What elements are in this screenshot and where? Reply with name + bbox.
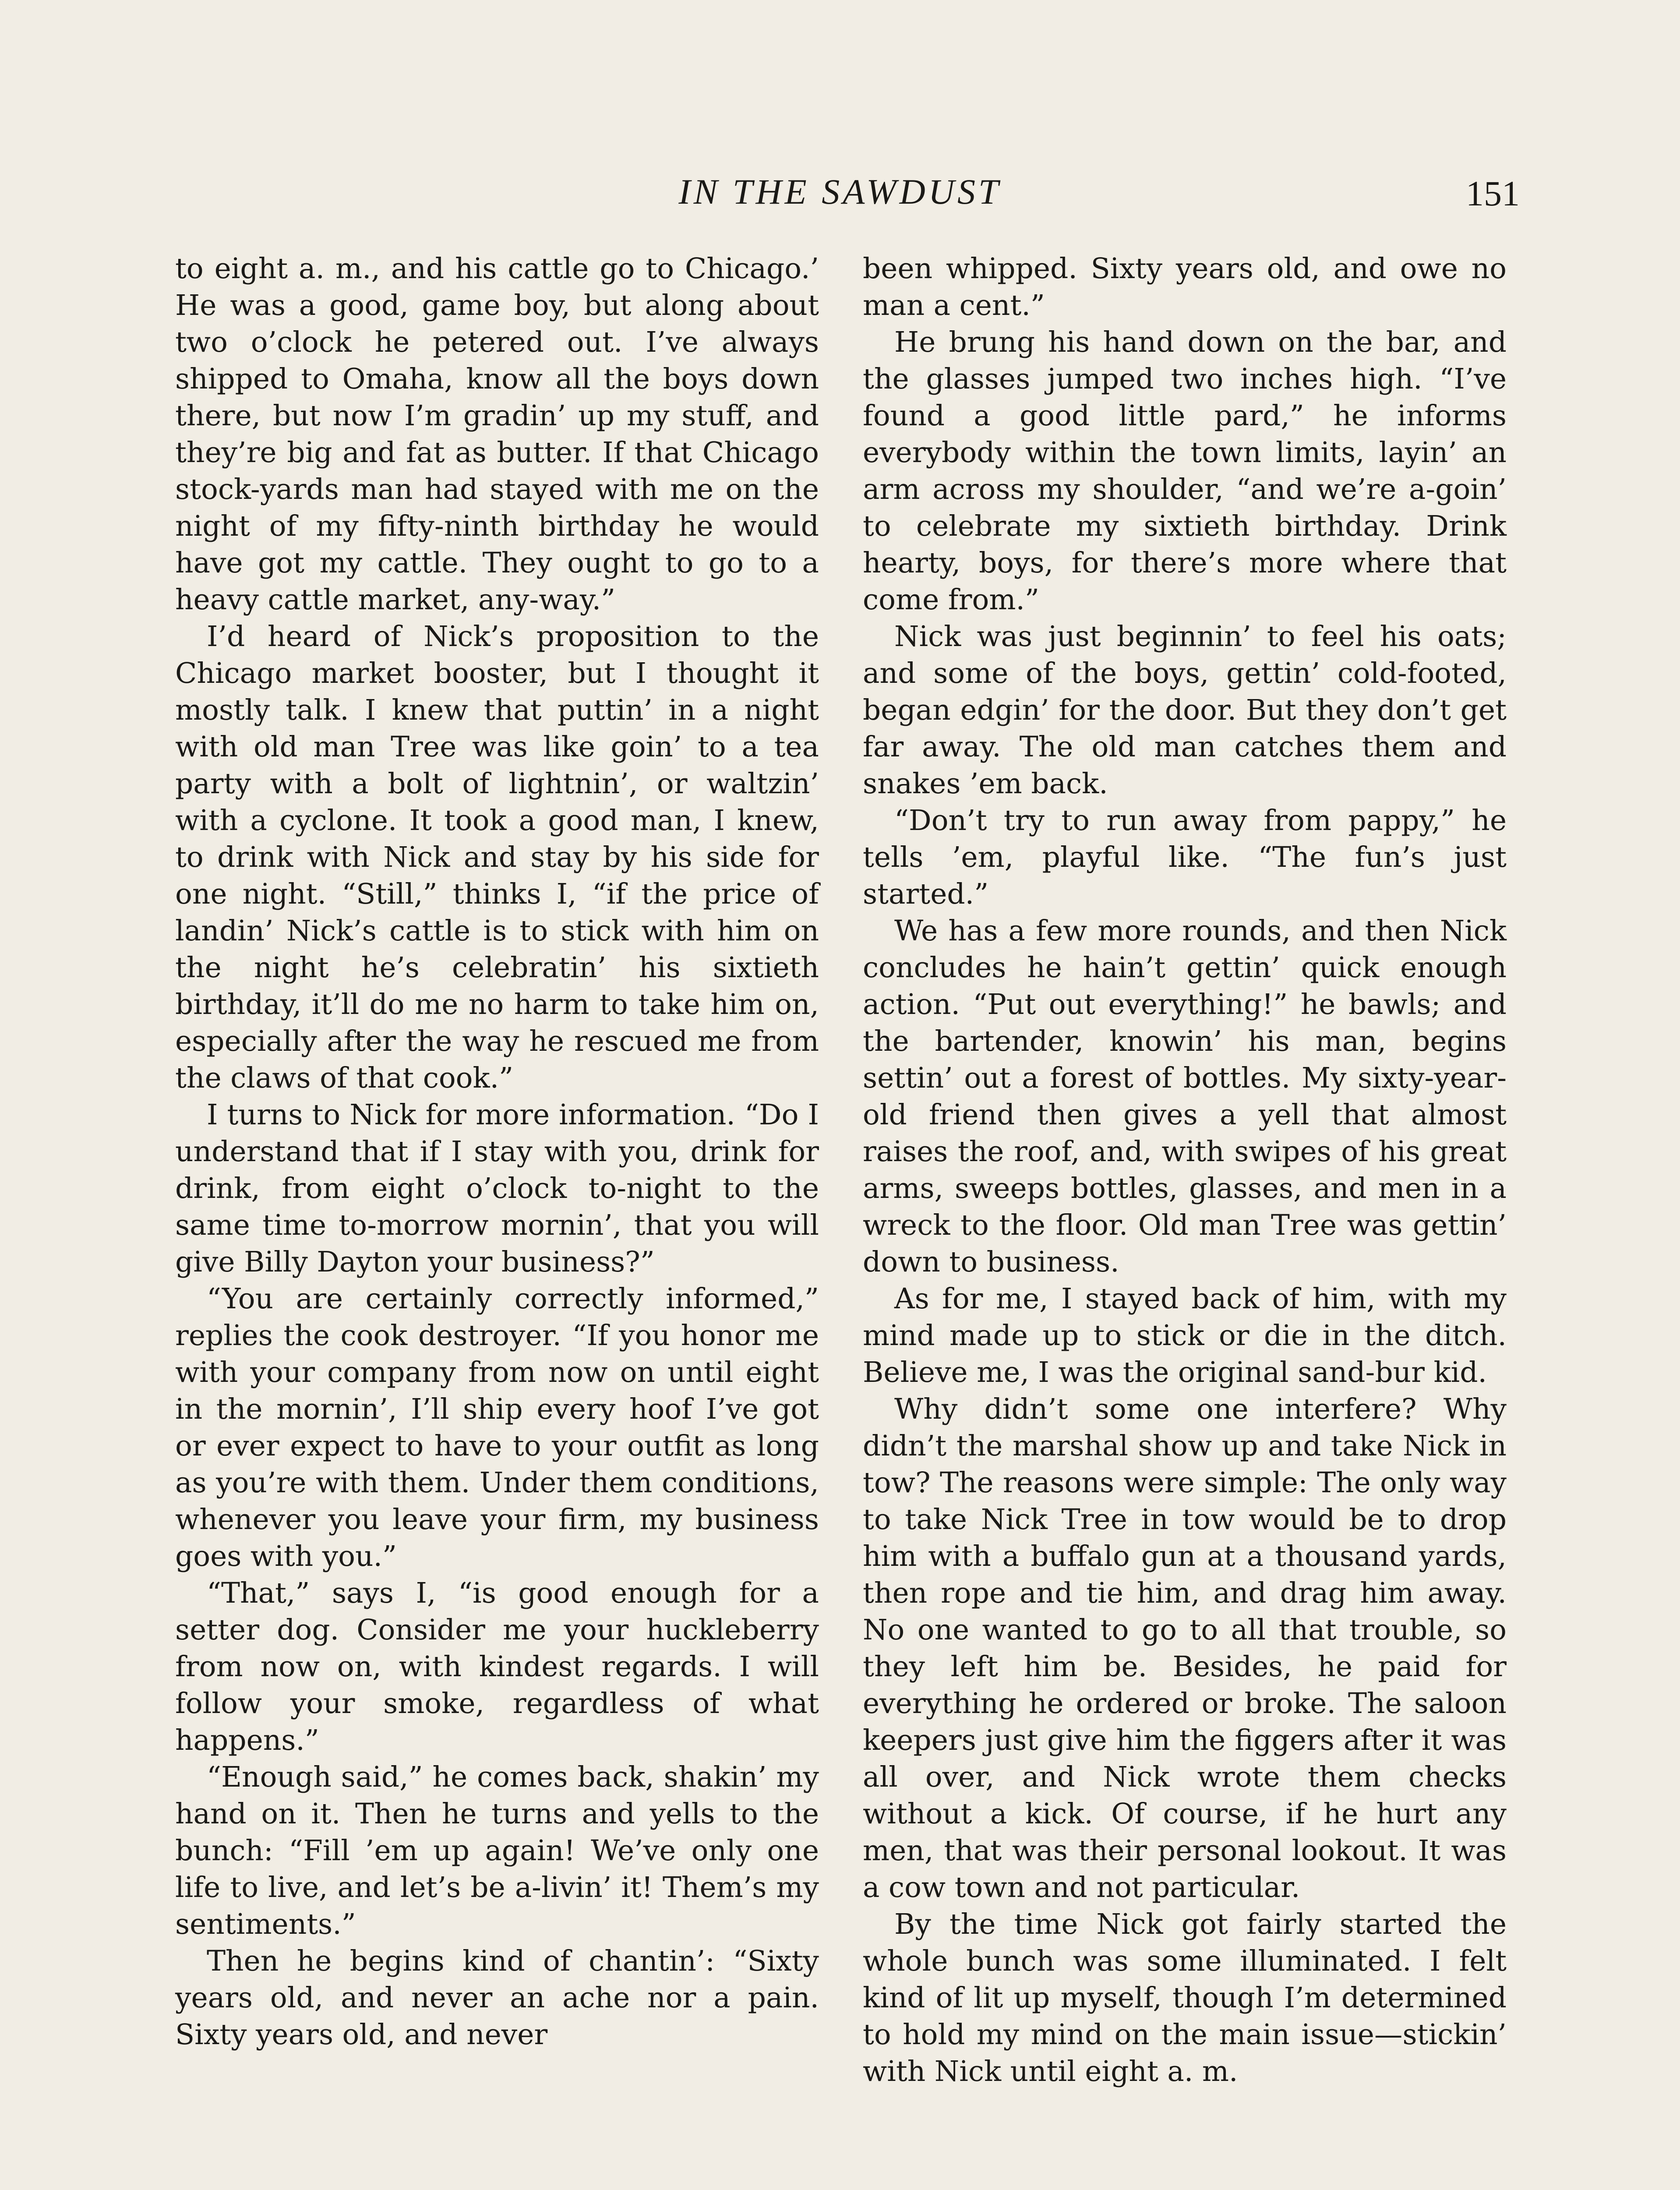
- paragraph: I’d heard of Nick’s proposition to the Chicago market booster, but I thought it mostly talk. I knew that puttin’ in a night with old man Tree was like goin’ to a tea party with a bolt of lightnin’, or waltzin’ with a cyclone. It took a good man, I knew, to drink with Nick and stay by his side for one night. “Still,” thinks I, “if the price of landin’ Nick’s cattle is to stick with him on the night he’s celebratin’ his sixtieth birthday, it’ll do me no harm to take him on, especially after the way he rescued me from the claws of that cook.”: [175, 620, 819, 1095]
- left-text-column: [175, 251, 819, 2053]
- paragraph-continued: to eight a. m., and his cattle go to Chicago.’ He was a good, game boy, but along about two o’clock he petered out. I’ve always shipped to Omaha, know all the boys down there, but now I’m gradin’ up my stuff, and they’re big and fat as butter. If that Chicago stock-yards man had stayed with me on the night of my fifty-ninth birthday he would have got my cattle. They ought to go to a heavy cattle market, any-way.”: [175, 252, 819, 616]
- paragraph: By the time Nick got fairly started the whole bunch was some illuminated. I felt kind of lit up myself, though I’m determined to hold my mind on the main issue—stickin’ with Nick until eight a. m.: [863, 1908, 1507, 2088]
- paragraph-continued: been whipped. Sixty years old, and owe no man a cent.”: [863, 252, 1507, 322]
- paragraph: “That,” says I, “is good enough for a setter dog. Consider me your huckleberry from now on, with kindest regards. I will follow your smoke, regardless of what happens.”: [175, 1577, 819, 1757]
- paragraph: As for me, I stayed back of him, with my mind made up to stick or die in the ditch. Believe me, I was the original sand-bur kid.: [863, 1282, 1507, 1389]
- paragraph: “You are certainly correctly informed,” replies the cook destroyer. “If you honor me with your company from now on until eight in the mornin’, I’ll ship every hoof I’ve got or ever expect to have to your outfit as long as you’re with them. Under them conditions, whenever you leave your firm, my business goes with you.”: [175, 1282, 819, 1573]
- paragraph: We has a few more rounds, and then Nick concludes he hain’t gettin’ quick enough action. “Put out everything!” he bawls; and the bartender, knowin’ his man, begins settin’ out a forest of bottles. My sixty-year-old friend then gives a yell that almost raises the roof, and, with swipes of his great arms, sweeps bottles, glasses, and men in a wreck to the floor. Old man Tree was gettin’ down to business.: [863, 915, 1507, 1279]
- paragraph: Nick was just beginnin’ to feel his oats; and some of the boys, gettin’ cold-footed, began edgin’ for the door. But they don’t get far away. The old man catches them and snakes ’em back.: [863, 620, 1507, 800]
- paragraph: “Don’t try to run away from pappy,” he tells ’em, playful like. “The fun’s just started.”: [863, 804, 1507, 911]
- paragraph: Why didn’t some one interfere? Why didn’t the marshal show up and take Nick in tow? The reasons were simple: The only way to take Nick Tree in tow would be to drop him with a buffalo gun at a thousand yards, then rope and tie him, and drag him away. No one wanted to go to all that trouble, so they left him be. Besides, he paid for everything he ordered or broke. The saloon keepers just give him the figgers after it was all over, and Nick wrote them checks without a kick. Of course, if he hurt any men, that was their personal lookout. It was a cow town and not particular.: [863, 1393, 1507, 1904]
- right-text-column: [863, 251, 1507, 2090]
- paragraph: Then he begins kind of chantin’: “Sixty years old, and never an ache nor a pain. Sixty years old, and never: [175, 1945, 819, 2051]
- paragraph: “Enough said,” he comes back, shakin’ my hand on it. Then he turns and yells to the bunch: “Fill ’em up again! We’ve only one life to live, and let’s be a-livin’ it! Them’s my sentiments.”: [175, 1761, 819, 1941]
- running-head-title: IN THE SAWDUST: [678, 172, 1002, 212]
- paragraph: I turns to Nick for more information. “Do I understand that if I stay with you, drink for drink, from eight o’clock to-night to the same time to-morrow mornin’, that you will give Billy Dayton your business?”: [175, 1099, 819, 1279]
- page-number: 151: [1466, 173, 1520, 213]
- paragraph: He brung his hand down on the bar, and the glasses jumped two inches high. “I’ve found a good little pard,” he informs everybody within the town limits, layin’ an arm across my shoulder, “and we’re a-goin’ to celebrate my sixtieth birthday. Drink hearty, boys, for there’s more where that come from.”: [863, 326, 1507, 616]
